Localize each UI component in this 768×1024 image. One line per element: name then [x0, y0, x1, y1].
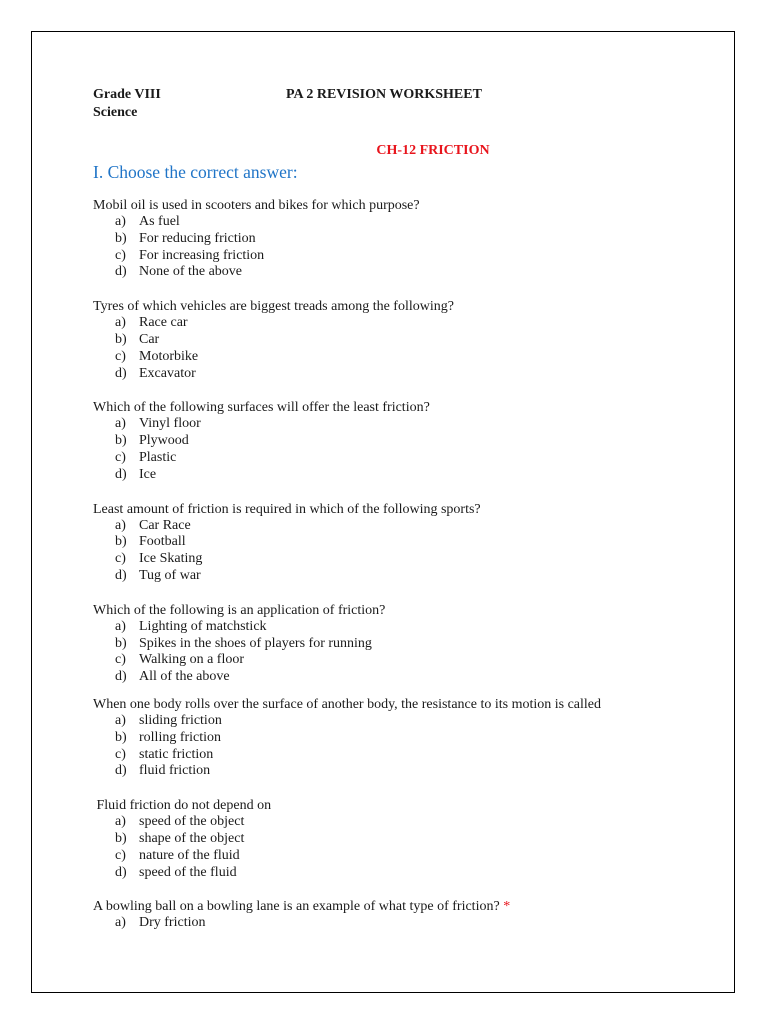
option-letter: c): [115, 652, 126, 668]
option-text: Excavator: [139, 365, 196, 381]
option-letter: d): [115, 763, 127, 779]
option-letter: c): [115, 449, 126, 465]
question-text-content: Which of the following surfaces will offer the least friction?: [93, 400, 430, 416]
answer-option: [93, 669, 693, 686]
answer-option: [93, 915, 693, 932]
option-letter: d): [115, 864, 127, 880]
option-letter: b): [115, 729, 127, 745]
option-text: rolling friction: [139, 729, 222, 745]
option-text: All of the above: [139, 669, 230, 685]
question-text-content: Mobil oil is used in scooters and bikes for which purpose?: [93, 198, 420, 213]
option-list: [93, 915, 693, 932]
answer-option: [93, 831, 693, 848]
option-text: Vinyl floor: [139, 416, 201, 432]
question-text: [93, 898, 693, 915]
option-text: Spikes in the shoes of players for running: [139, 635, 372, 651]
option-letter: b): [115, 635, 127, 651]
answer-option: [93, 763, 693, 780]
worksheet-title: PA 2 REVISION WORKSHEET: [286, 87, 482, 102]
option-letter: a): [115, 214, 126, 229]
option-text: None of the above: [139, 264, 243, 280]
option-letter: c): [115, 847, 126, 863]
question-item: [93, 696, 693, 780]
question-text: [93, 399, 693, 416]
answer-option: [93, 264, 693, 281]
option-letter: a): [115, 814, 126, 830]
answer-option: [93, 231, 693, 248]
answer-option: [93, 433, 693, 450]
option-letter: d): [115, 669, 127, 685]
option-letter: a): [115, 416, 126, 432]
option-list: [93, 814, 693, 881]
answer-option: [93, 518, 693, 535]
required-marker: *: [503, 899, 511, 915]
option-letter: a): [115, 915, 126, 931]
option-letter: b): [115, 331, 127, 347]
answer-option: [93, 747, 693, 764]
question-text-content: Tyres of which vehicles are biggest treads among the following?: [93, 299, 454, 315]
answer-option: [93, 450, 693, 467]
option-text: Ice Skating: [139, 551, 203, 567]
option-list: [93, 619, 693, 686]
option-text: Football: [139, 534, 186, 550]
option-text: sliding friction: [139, 712, 222, 728]
worksheet: [93, 86, 693, 949]
answer-option: [93, 534, 693, 551]
question-text-content: Which of the following is an application of friction?: [93, 602, 386, 618]
question-text: [93, 602, 693, 619]
option-text: speed of the fluid: [139, 864, 237, 880]
answer-option: [93, 416, 693, 433]
answer-option: [93, 332, 693, 349]
option-text: Race car: [139, 315, 188, 331]
question-item: [93, 399, 693, 483]
answer-option: [93, 568, 693, 585]
option-text: Dry friction: [139, 915, 206, 931]
question-item: [93, 197, 693, 281]
option-letter: d): [115, 264, 127, 280]
option-letter: a): [115, 618, 126, 634]
question-text-content: Least amount of friction is required in which of the following sports?: [93, 501, 481, 517]
option-text: As fuel: [139, 214, 180, 229]
question-text-content: When one body rolls over the surface of another body, the resistance to its motion is called: [93, 696, 601, 712]
answer-option: [93, 848, 693, 865]
option-text: speed of the object: [139, 814, 245, 830]
option-list: [93, 416, 693, 483]
option-letter: d): [115, 466, 127, 482]
question-list: [93, 197, 693, 932]
option-text: Car Race: [139, 517, 191, 533]
option-letter: c): [115, 348, 126, 364]
option-letter: b): [115, 433, 127, 449]
answer-option: [93, 349, 693, 366]
question-item: [93, 797, 693, 881]
option-letter: a): [115, 712, 126, 728]
option-letter: c): [115, 551, 126, 567]
option-letter: c): [115, 746, 126, 762]
answer-option: [93, 730, 693, 747]
option-letter: d): [115, 567, 127, 583]
option-letter: c): [115, 247, 126, 263]
question-text: [93, 501, 693, 518]
option-text: For reducing friction: [139, 230, 256, 246]
option-letter: a): [115, 517, 126, 533]
answer-option: [93, 366, 693, 383]
question-text-content: Fluid friction do not depend on: [93, 798, 272, 814]
option-text: Car: [139, 331, 160, 347]
question-text: [93, 696, 693, 713]
question-item: [93, 298, 693, 382]
question-text-content: A bowling ball on a bowling lane is an example of what type of friction?: [93, 899, 500, 915]
option-text: Plastic: [139, 449, 177, 465]
answer-option: [93, 652, 693, 669]
option-text: Walking on a floor: [139, 652, 245, 668]
option-letter: a): [115, 315, 126, 331]
answer-option: [93, 315, 693, 332]
option-text: Plywood: [139, 433, 189, 449]
question-text: [93, 197, 693, 214]
option-list: [93, 713, 693, 780]
option-text: Ice: [139, 466, 157, 482]
answer-option: [93, 248, 693, 265]
option-list: [93, 518, 693, 585]
answer-option: [93, 814, 693, 831]
option-letter: b): [115, 830, 127, 846]
option-text: nature of the fluid: [139, 847, 240, 863]
answer-option: [93, 865, 693, 882]
option-text: Lighting of matchstick: [139, 618, 267, 634]
question-item: [93, 898, 693, 932]
option-list: [93, 315, 693, 382]
answer-option: [93, 619, 693, 636]
grade-label: Grade VIII: [93, 87, 161, 102]
answer-option: [93, 467, 693, 484]
option-text: For increasing friction: [139, 247, 265, 263]
option-text: shape of the object: [139, 830, 245, 846]
option-list: [93, 214, 693, 281]
worksheet-header: [93, 86, 693, 122]
section-title: I. Choose the correct answer:: [93, 162, 298, 182]
answer-option: [93, 214, 693, 231]
answer-option: [93, 636, 693, 653]
option-text: Tug of war: [139, 567, 201, 583]
option-text: fluid friction: [139, 763, 211, 779]
option-letter: b): [115, 230, 127, 246]
question-item: [93, 602, 693, 686]
question-item: [93, 501, 693, 585]
option-letter: d): [115, 365, 127, 381]
option-letter: b): [115, 534, 127, 550]
question-text: [93, 298, 693, 315]
chapter-title: CH-12 FRICTION: [376, 143, 490, 158]
answer-option: [93, 713, 693, 730]
option-text: static friction: [139, 746, 214, 762]
option-text: Motorbike: [139, 348, 199, 364]
answer-option: [93, 551, 693, 568]
question-text: [93, 797, 693, 814]
subject-label: Science: [93, 105, 138, 120]
